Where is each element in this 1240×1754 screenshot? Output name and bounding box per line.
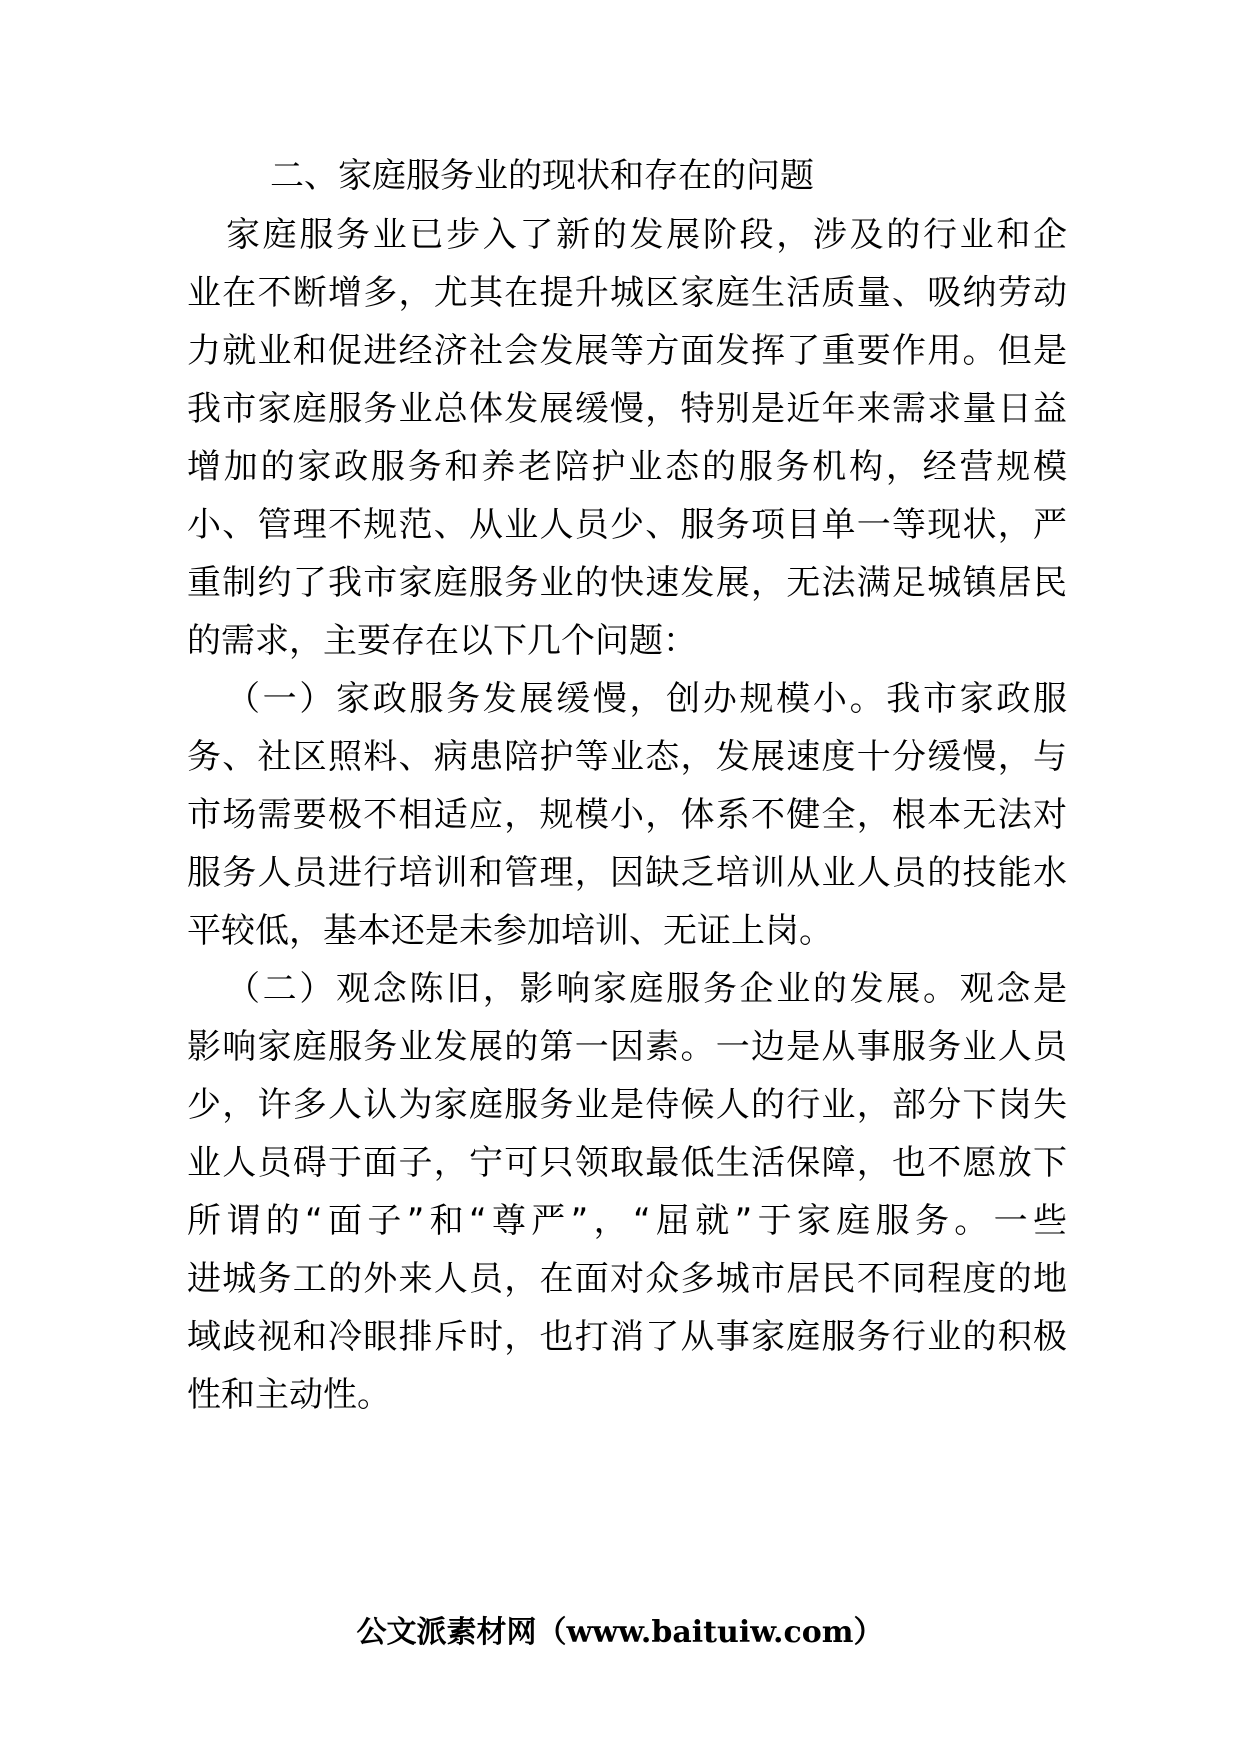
paragraph-line: 市场需要极不相适应，规模小，体系不健全，根本无法对 xyxy=(187,795,1067,835)
paragraph-line: 影响家庭服务业发展的第一因素。一边是从事服务业人员 xyxy=(187,1027,1067,1067)
paragraph-line: 平较低，基本还是未参加培训、无证上岗。 xyxy=(187,911,833,951)
paragraph-line: 小、管理不规范、从业人员少、服务项目单一等现状，严 xyxy=(187,505,1067,545)
paragraph-line: 家庭服务业已步入了新的发展阶段，涉及的行业和企 xyxy=(226,215,1067,255)
footer-watermark: 公文派素材网（www.baituiw.com） xyxy=(356,1615,884,1650)
paragraph-line: 性和主动性。 xyxy=(187,1375,391,1415)
paragraph-line: 我市家庭服务业总体发展缓慢，特别是近年来需求量日益 xyxy=(187,389,1067,429)
paragraph-line: 进城务工的外来人员，在面对众多城市居民不同程度的地 xyxy=(187,1259,1067,1299)
paragraph-line: 的需求，主要存在以下几个问题： xyxy=(187,621,697,661)
paragraph-line: 域歧视和冷眼排斥时，也打消了从事家庭服务行业的积极 xyxy=(187,1317,1067,1357)
paragraph-line: 重制约了我市家庭服务业的快速发展，无法满足城镇居民 xyxy=(187,563,1067,603)
paragraph-line: 务、社区照料、病患陪护等业态，发展速度十分缓慢，与 xyxy=(187,737,1067,777)
paragraph-line: 少，许多人认为家庭服务业是侍候人的行业，部分下岗失 xyxy=(187,1085,1067,1125)
paragraph-line: 增加的家政服务和养老陪护业态的服务机构，经营规模 xyxy=(187,447,1067,487)
paragraph-line: 力就业和促进经济社会发展等方面发挥了重要作用。但是 xyxy=(187,331,1067,371)
paragraph-line: 业在不断增多，尤其在提升城区家庭生活质量、吸纳劳动 xyxy=(187,273,1067,313)
paragraph-line: （二）观念陈旧，影响家庭服务企业的发展。观念是 xyxy=(226,969,1067,1009)
paragraph-line: 所谓的“面子”和“尊严”，“屈就”于家庭服务。一些 xyxy=(187,1201,1067,1241)
section-heading: 二、家庭服务业的现状和存在的问题 xyxy=(270,156,814,196)
paragraph-line: （一）家政服务发展缓慢，创办规模小。我市家政服 xyxy=(226,679,1067,719)
paragraph-line: 业人员碍于面子，宁可只领取最低生活保障，也不愿放下 xyxy=(187,1143,1067,1183)
paragraph-line: 服务人员进行培训和管理，因缺乏培训从业人员的技能水 xyxy=(187,853,1067,893)
